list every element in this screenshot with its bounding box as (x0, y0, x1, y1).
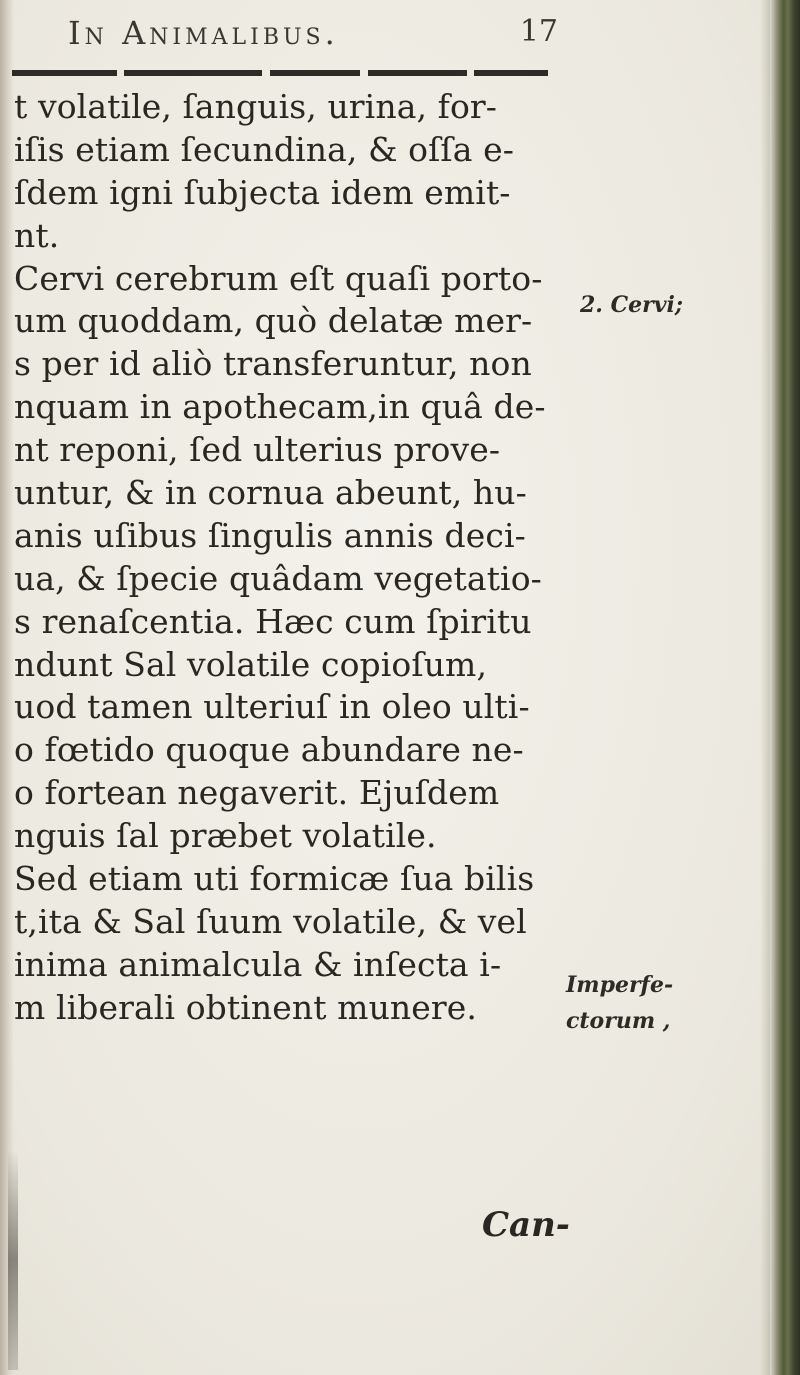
adjacent-book-edge (770, 0, 800, 1375)
text-line: m liberali obtinent munere. (14, 987, 478, 1027)
marginal-note-imperfe: Imperfe- (566, 972, 674, 998)
marginal-note-ctorum: ctorum , (566, 1008, 671, 1034)
text-line: s per id aliò transferuntur, non (14, 344, 532, 384)
text-line: o fortean negaverit. Ejuſdem (14, 773, 500, 813)
text-line: o fœtido quoque abundare ne- (14, 730, 524, 770)
text-line: anis uſibus ſingulis annis deci- (14, 515, 526, 555)
text-line: nt reponi, ſed ulterius prove- (14, 430, 501, 470)
text-line: s renaſcentia. Hæc cum ſpiritu (14, 601, 532, 641)
text-line: inima animalcula & inſecta i- (14, 944, 502, 984)
page-edge-fade (760, 0, 770, 1375)
text-line: Cervi cerebrum eſt quaſi porto- (14, 258, 543, 298)
text-line: ſdem igni ſubjecta idem emit- (14, 172, 511, 212)
text-line: iſis etiam ſecundina, & oſſa e- (14, 129, 514, 169)
text-line: t,ita & Sal ſuum volatile, & vel (14, 901, 527, 941)
text-line: ua, & ſpecie quâdam vegetatio- (14, 558, 542, 598)
header-rule (12, 70, 548, 76)
text-line: um quoddam, quò delatæ mer- (14, 301, 533, 341)
catchword: Can- (482, 1205, 570, 1245)
page-number: 17 (519, 14, 558, 49)
text-line: Sed etiam uti formicæ ſua bilis (14, 859, 535, 899)
ink-smudge (8, 1150, 18, 1370)
text-line: ndunt Sal volatile copioſum, (14, 644, 488, 684)
text-line: nt. (14, 215, 60, 255)
page-header (68, 14, 558, 58)
text-line: untur, & in cornua abeunt, hu- (14, 473, 527, 513)
running-title: In Animalibus. (68, 14, 339, 52)
marginal-note-cervi: 2. Cervi; (580, 292, 683, 318)
text-line: nguis ſal præbet volatile. (14, 816, 437, 856)
text-line: uod tamen ulteriuſ in oleo ulti- (14, 687, 530, 727)
body-text (14, 86, 574, 1030)
text-line: t volatile, ſanguis, urina, for- (14, 87, 498, 126)
text-line: nquam in apothecam,in quâ de- (14, 387, 546, 427)
